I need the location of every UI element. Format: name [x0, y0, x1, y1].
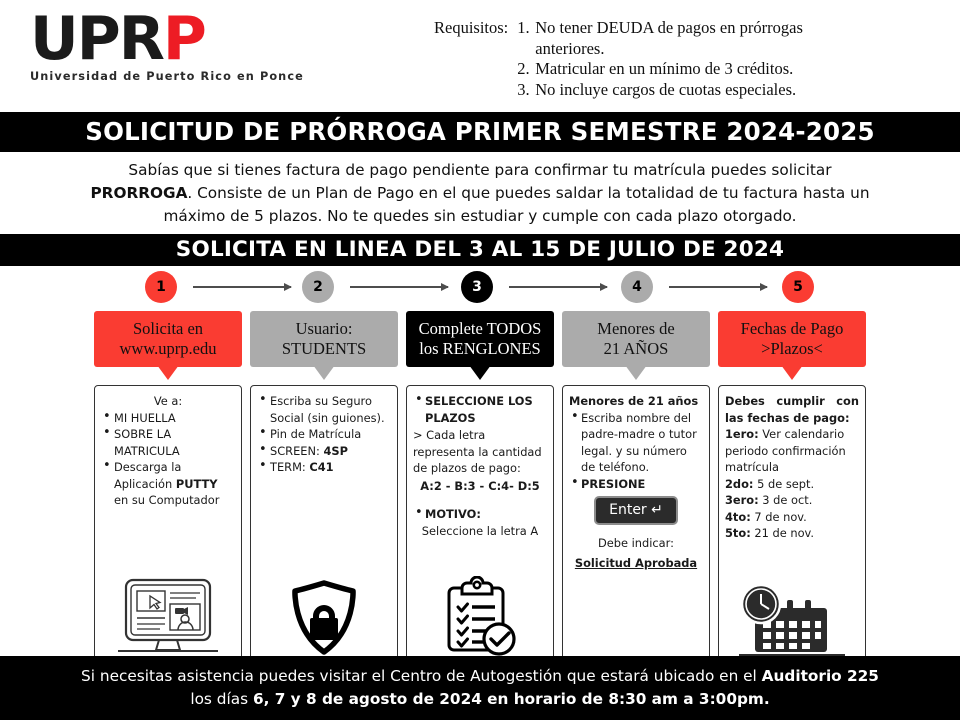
column-3-header: [406, 311, 554, 367]
list-item: • TERM: C41: [257, 459, 391, 476]
list-item: • SCREEN: 4SP: [257, 443, 391, 460]
list-item: • Escriba nombre del padre-madre o tutor legal. y su número de teléfono.: [569, 410, 703, 476]
column-3-header-line1: Complete TODOS: [418, 319, 542, 338]
column-4-header: [562, 311, 710, 367]
payment-row: 3ero: 3 de oct.: [725, 493, 813, 507]
payment-row: 1ero: Ver calendario periodo confirmación matrícula: [725, 427, 846, 474]
bubble-tail: [625, 365, 647, 380]
intro-line-3: máximo de 5 plazos. No te quedes sin estudiar y cumple con cada plazo otorgado.: [163, 207, 797, 225]
step-circle-4: 4: [621, 271, 653, 303]
column-3-note: > Cada letra representa la cantidad de plazos de pago:: [413, 428, 542, 475]
footer-schedule: 6, 7 y 8 de agosto de 2024 en horario de 8:30 am a 3:00pm.: [252, 690, 770, 708]
payment-row: 5to: 21 de nov.: [725, 526, 815, 540]
column-4-title: Menores de 21 años: [569, 394, 699, 408]
footer-banner: [0, 656, 960, 720]
steps-columns: [0, 311, 960, 663]
column-1-title: Ve a:: [153, 394, 183, 408]
column-5-card: [718, 385, 866, 663]
intro-bold-word: PRORROGA: [90, 184, 188, 202]
column-2-header-line2: STUDENTS: [281, 339, 367, 358]
step-arrow-3: [509, 286, 607, 288]
list-item: • MOTIVO:: [413, 506, 547, 523]
step-circle-5: 5: [782, 271, 814, 303]
intro-line-2: . Consiste de un Plan de Pago en el que puedes saldar la totalidad de tu factura hasta un: [187, 184, 870, 202]
column-3-card: [406, 385, 554, 663]
requirements-label: Requisitos:: [434, 18, 509, 37]
bubble-tail: [781, 365, 803, 380]
column-3-plazos: A:2 - B:3 - C:4- D:5: [420, 478, 540, 493]
list-item: • Escriba su Seguro Social (sin guiones).: [257, 393, 391, 426]
column-3-header-line2: los RENGLONES: [419, 339, 541, 358]
computer-monitor-icon: [101, 572, 235, 658]
column-2: [250, 311, 398, 663]
list-item: • SOBRE LA MATRICULA: [101, 426, 235, 459]
step-circle-2: 2: [302, 271, 334, 303]
intro-paragraph: [0, 152, 960, 234]
list-item: • Pin de Matrícula: [257, 426, 391, 443]
column-5-title: Debes cumplir con las fechas de pago:: [725, 394, 859, 425]
payment-row: 2do: 5 de sept.: [725, 476, 815, 491]
column-5: [718, 311, 866, 663]
requirement-item: 3. No incluye cargos de cuotas especiales.: [517, 79, 797, 99]
column-4-card: [562, 385, 710, 663]
column-3: [406, 311, 554, 663]
requirement-item-cont: anteriores.: [535, 38, 605, 58]
column-1: [94, 311, 242, 663]
requirements-block: [434, 6, 946, 110]
clipboard-check-icon: [413, 572, 547, 658]
enter-key-icon[interactable]: Enter ↵: [594, 496, 678, 525]
payment-row: 4to: 7 de nov.: [725, 509, 807, 524]
column-2-card: [250, 385, 398, 663]
list-item: • PRESIONE: [569, 476, 703, 493]
intro-line-1: Sabías que si tienes factura de pago pendiente para confirmar tu matrícula puedes solicitar: [128, 161, 832, 179]
requirement-item: 1. No tener DEUDA de pagos en prórrogas: [517, 18, 803, 37]
header-zone: [0, 0, 960, 110]
shield-lock-icon: [257, 574, 391, 658]
step-circles-strip: [0, 269, 960, 311]
calendar-clock-icon: [725, 578, 859, 658]
column-4-footer-bold: Solicitud Aprobada: [574, 556, 698, 570]
step-circle-3: 3: [461, 271, 493, 303]
step-arrow-2: [350, 286, 448, 288]
logo-wordmark: [30, 4, 434, 74]
column-1-card: [94, 385, 242, 663]
list-item: • MI HUELLA: [101, 410, 235, 427]
column-2-header: [250, 311, 398, 367]
column-4-footer-note: Debe indicar:: [598, 535, 674, 550]
column-5-header: [718, 311, 866, 367]
footer-line-1: Si necesitas asistencia puedes visitar el Centro de Autogestión que estará ubicado en el: [81, 667, 762, 685]
logo-letter-red: P: [162, 4, 205, 74]
logo-subtitle: Universidad de Puerto Rico en Ponce: [30, 70, 304, 83]
requirement-item: 2. Matricular en un mínimo de 3 créditos.: [517, 59, 794, 78]
column-3-motivo: Seleccione la letra A: [421, 523, 539, 538]
column-2-header-line1: Usuario:: [295, 319, 353, 338]
logo-letters-black: UPR: [30, 4, 163, 74]
bubble-tail: [313, 365, 335, 380]
step-arrow-1: [193, 286, 291, 288]
column-1-header-line1: Solicita en: [132, 319, 204, 338]
column-4: [562, 311, 710, 663]
step-arrow-4: [669, 286, 767, 288]
footer-location: Auditorio 225: [761, 667, 879, 685]
bubble-tail: [157, 365, 179, 380]
footer-line-2: los días: [190, 690, 253, 708]
main-title-banner: SOLICITUD DE PRÓRROGA PRIMER SEMESTRE 2024-2025: [0, 112, 960, 152]
column-4-header-line2: 21 AÑOS: [603, 339, 669, 358]
column-1-header-line2: www.uprp.edu: [119, 339, 217, 358]
uprp-logo: [14, 6, 434, 110]
bubble-tail: [469, 365, 491, 380]
column-5-header-line1: Fechas de Pago: [740, 319, 844, 338]
column-4-header-line1: Menores de: [597, 319, 675, 338]
column-5-header-line2: >Plazos<: [761, 339, 823, 358]
dates-banner: SOLICITA EN LINEA DEL 3 AL 15 DE JULIO DE 2024: [0, 234, 960, 266]
step-circle-1: 1: [145, 271, 177, 303]
list-item: • SELECCIONE LOS PLAZOS: [413, 393, 547, 426]
requirements-list: [517, 18, 803, 100]
list-item: • Descarga la Aplicación PUTTY en su Computador: [101, 459, 235, 509]
column-1-header: [94, 311, 242, 367]
